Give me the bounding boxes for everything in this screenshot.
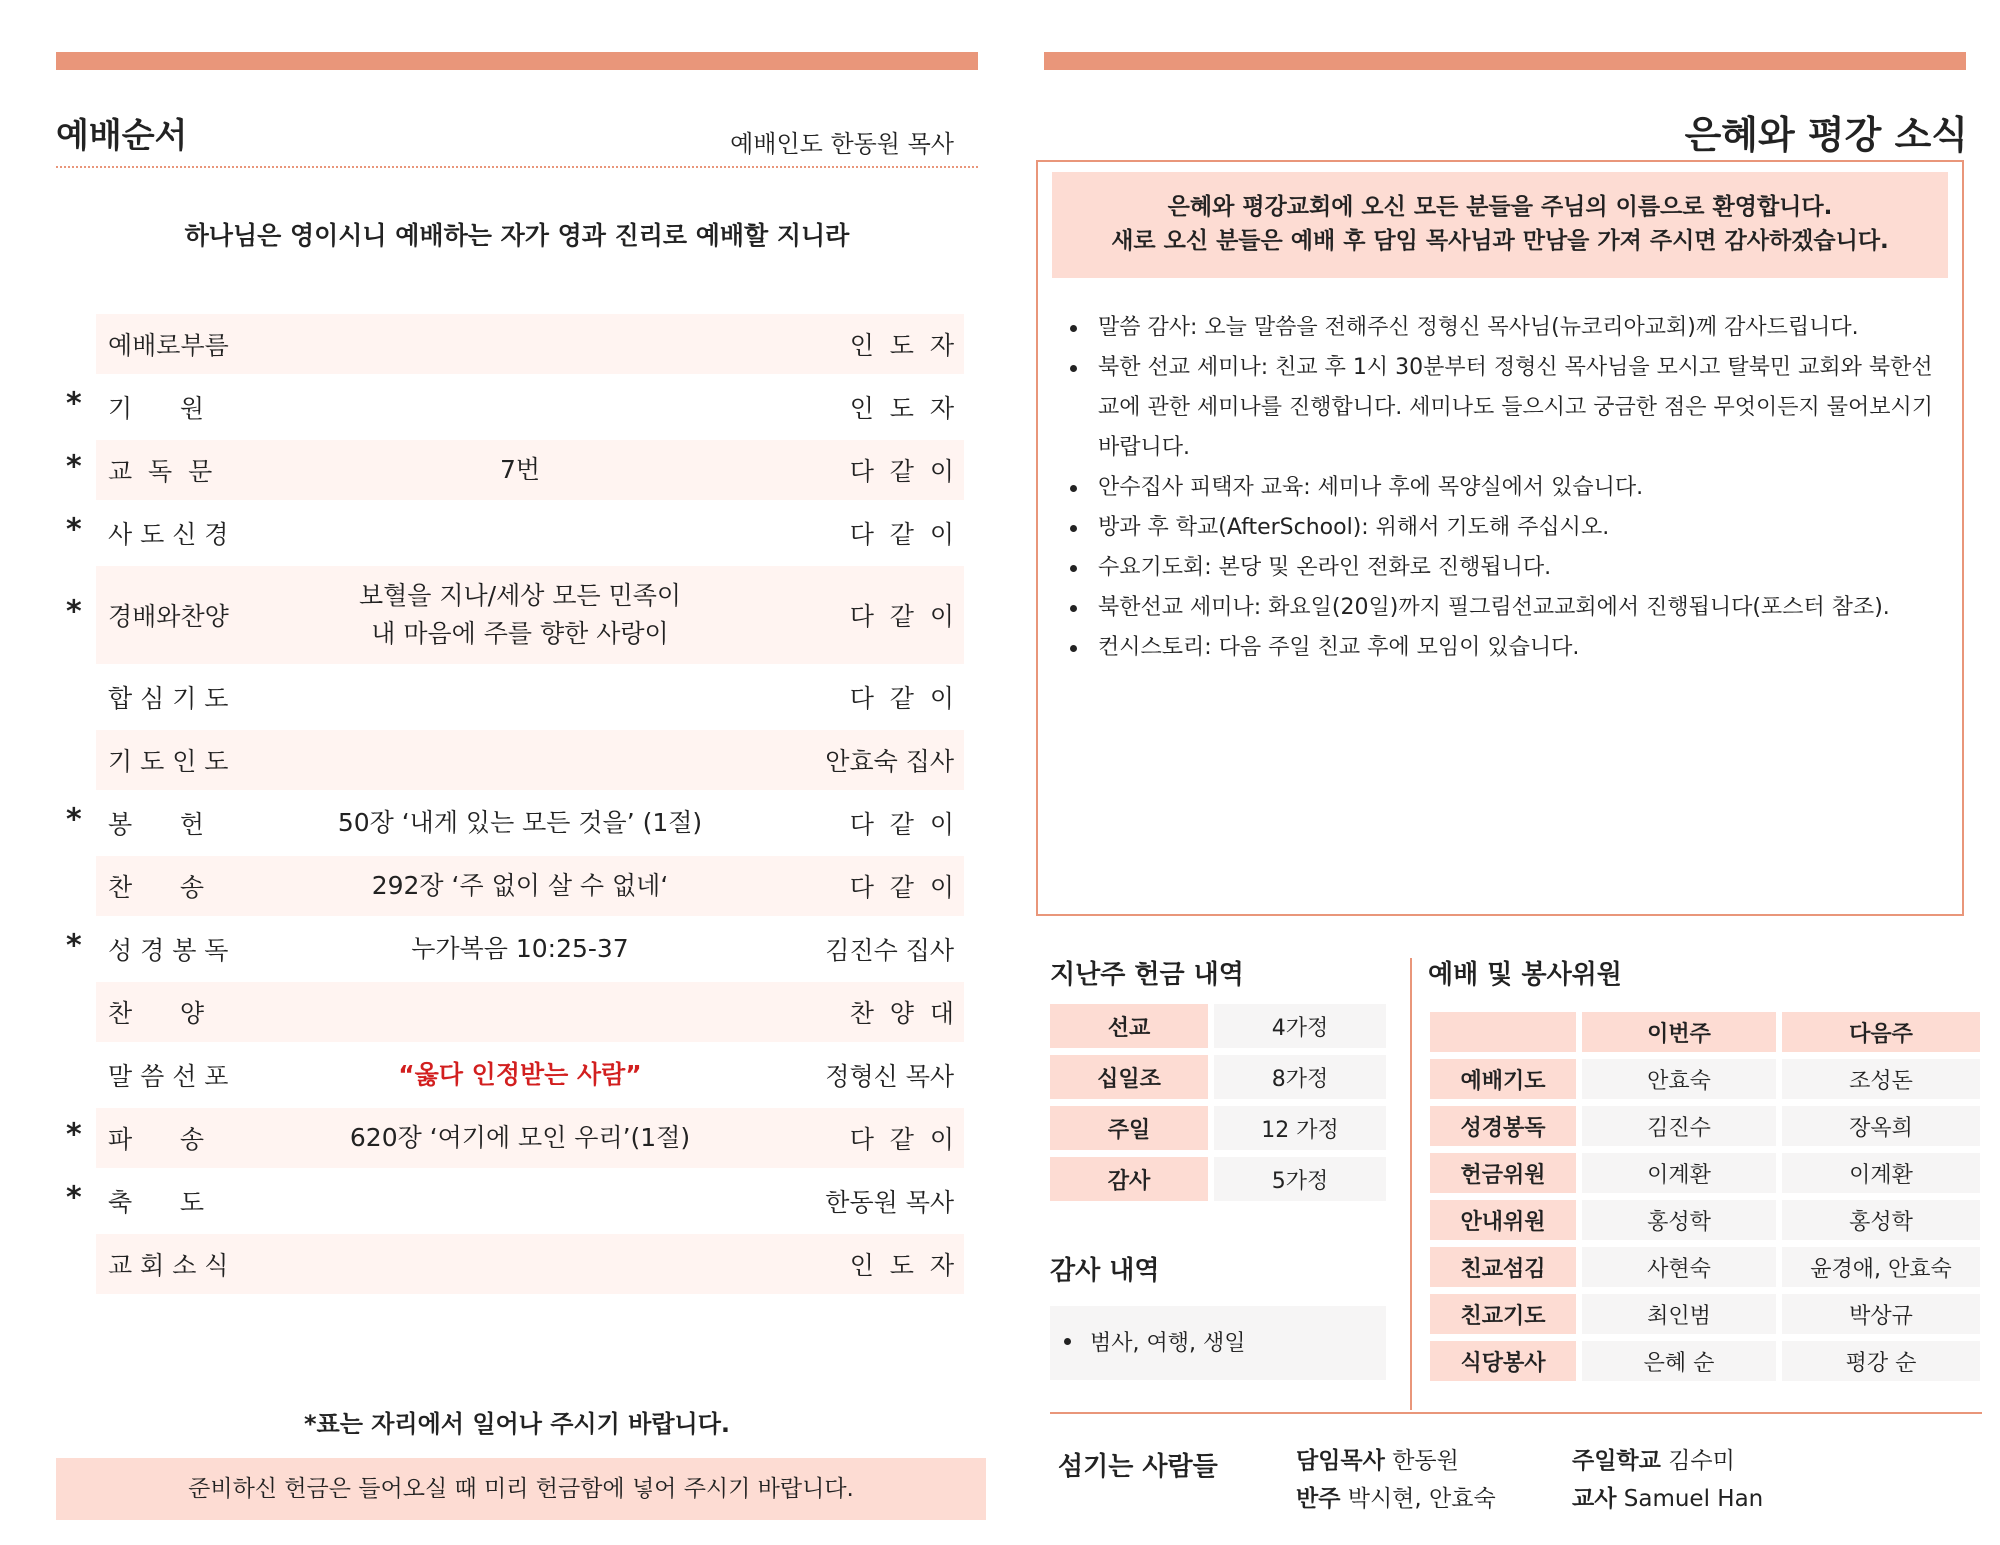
welcome-line: 은혜와 평강교회에 오신 모든 분들을 주님의 이름으로 환영합니다. xyxy=(1167,194,1833,220)
teacher xyxy=(1572,1480,1763,1513)
order-row xyxy=(66,1108,964,1168)
order-item-content xyxy=(246,867,794,905)
stand-marker: * xyxy=(66,386,82,422)
order-item-content xyxy=(246,451,794,489)
order-item-content xyxy=(246,1119,794,1157)
service-role: 친교기도 xyxy=(1430,1294,1576,1334)
worship-order-title: 예배순서 xyxy=(56,116,188,156)
offering-count: 12 가정 xyxy=(1214,1106,1386,1150)
service-person: 홍성학 xyxy=(1782,1200,1980,1240)
service-person: 이계환 xyxy=(1782,1153,1980,1193)
offering-heading: 지난주 헌금 내역 xyxy=(1050,960,1244,990)
staff-value: 김수미 xyxy=(1668,1448,1735,1474)
service-role: 헌금위원 xyxy=(1430,1153,1576,1193)
column-divider xyxy=(1410,958,1412,1410)
bullet xyxy=(1064,1338,1071,1345)
service-person: 홍성학 xyxy=(1582,1200,1776,1240)
offering-table xyxy=(1050,1004,1386,1208)
order-row xyxy=(96,856,964,916)
order-item-name: 기 원 xyxy=(108,394,204,423)
service-row xyxy=(1430,1341,1980,1381)
service-person: 장옥희 xyxy=(1782,1106,1980,1146)
news-list xyxy=(1070,308,1940,668)
offering-category: 감사 xyxy=(1050,1157,1208,1201)
order-row xyxy=(66,566,964,664)
order-row xyxy=(66,793,964,853)
stand-marker: * xyxy=(66,802,82,838)
order-item-leader: 인 도 자 xyxy=(849,1251,954,1280)
order-item-leader: 다 같 이 xyxy=(849,520,954,549)
order-row xyxy=(66,503,964,563)
worship-leader-line: 예배인도 한동원 목사 xyxy=(730,130,954,158)
content-line: 292장 ‘주 없이 살 수 없네‘ xyxy=(371,871,669,900)
order-item-name: 예배로부름 xyxy=(108,331,229,360)
staff-label: 교사 xyxy=(1572,1486,1617,1512)
order-item-name: 찬 양 xyxy=(108,999,204,1028)
service-person: 최인범 xyxy=(1582,1294,1776,1334)
service-header-row xyxy=(1430,1012,1980,1052)
order-row xyxy=(96,1234,964,1294)
order-item-leader: 다 같 이 xyxy=(849,684,954,713)
right-top-accent-bar xyxy=(1044,52,1966,70)
service-role: 식당봉사 xyxy=(1430,1341,1576,1381)
offering-category: 십일조 xyxy=(1050,1055,1208,1099)
order-item-leader: 한동원 목사 xyxy=(825,1188,954,1217)
service-row xyxy=(1430,1106,1980,1146)
offering-row xyxy=(1050,1055,1386,1099)
order-row xyxy=(66,1171,964,1231)
offering-count: 4가정 xyxy=(1214,1004,1386,1048)
service-role: 성경봉독 xyxy=(1430,1106,1576,1146)
order-item-leader: 김진수 집사 xyxy=(825,936,954,965)
service-person: 평강 순 xyxy=(1782,1341,1980,1381)
order-item-leader: 다 같 이 xyxy=(849,602,954,631)
left-top-accent-bar xyxy=(56,52,978,70)
order-item-name: 합 심 기 도 xyxy=(108,684,229,713)
staff-value: 한동원 xyxy=(1392,1448,1459,1474)
offering-category: 선교 xyxy=(1050,1004,1208,1048)
order-row xyxy=(96,314,964,374)
order-row xyxy=(96,667,964,727)
service-person: 박상규 xyxy=(1782,1294,1980,1334)
service-column-header xyxy=(1430,1012,1576,1052)
stand-marker: * xyxy=(66,1180,82,1216)
stand-marker: * xyxy=(66,928,82,964)
order-item-name: 말 씀 선 포 xyxy=(108,1062,229,1091)
staff-label: 담임목사 xyxy=(1296,1448,1385,1474)
order-item-name: 축 도 xyxy=(108,1188,204,1217)
order-item-leader: 다 같 이 xyxy=(849,873,954,902)
stand-marker: * xyxy=(66,449,82,485)
staff-value: 박시현, 안효숙 xyxy=(1347,1486,1496,1512)
order-row xyxy=(66,919,964,979)
order-item-leader: 인 도 자 xyxy=(849,331,954,360)
content-line: 50장 ‘내게 있는 모든 것을’ (1절) xyxy=(337,808,703,837)
order-item-content xyxy=(246,804,794,842)
news-item: 컨시스토리: 다음 주일 친교 후에 모임이 있습니다. xyxy=(1070,628,1940,668)
offering-row xyxy=(1050,1157,1386,1201)
offering-note: 준비하신 헌금은 들어오실 때 미리 헌금함에 넣어 주시기 바랍니다. xyxy=(56,1458,986,1520)
staff-label: 반주 xyxy=(1296,1486,1341,1512)
service-person: 사현숙 xyxy=(1582,1247,1776,1287)
stand-marker: * xyxy=(66,1117,82,1153)
welcome-banner xyxy=(1052,172,1948,278)
content-line: 내 마음에 주를 향한 사랑이 xyxy=(371,619,669,648)
thanks-item: 범사, 여행, 생일 xyxy=(1090,1331,1246,1356)
order-item-leader: 다 같 이 xyxy=(849,1125,954,1154)
service-row xyxy=(1430,1247,1980,1287)
service-row xyxy=(1430,1294,1980,1334)
order-item-leader: 인 도 자 xyxy=(849,394,954,423)
accompanist xyxy=(1296,1480,1496,1513)
stand-marker: * xyxy=(66,594,82,630)
news-item: 말씀 감사: 오늘 말씀을 전해주신 정형신 목사님(뉴코리아교회)께 감사드립니다. xyxy=(1070,308,1940,348)
sunday-school xyxy=(1572,1442,1735,1475)
order-row xyxy=(66,440,964,500)
service-row xyxy=(1430,1200,1980,1240)
content-line: 620장 ‘여기에 모인 우리’(1절) xyxy=(349,1123,691,1152)
offering-category: 주일 xyxy=(1050,1106,1208,1150)
news-item: 방과 후 학교(AfterSchool): 위해서 기도해 주십시오. xyxy=(1070,508,1940,548)
order-item-name: 경배와찬양 xyxy=(108,602,229,631)
staff-label: 주일학교 xyxy=(1572,1448,1661,1474)
offering-count: 8가정 xyxy=(1214,1055,1386,1099)
content-line: 7번 xyxy=(499,455,541,484)
news-title: 은혜와 평강 소식 xyxy=(1684,113,1968,157)
service-person: 윤경애, 안효숙 xyxy=(1782,1247,1980,1287)
news-item: 안수집사 피택자 교육: 세미나 후에 목양실에서 있습니다. xyxy=(1070,468,1940,508)
service-column-header: 이번주 xyxy=(1582,1012,1776,1052)
service-person: 조성돈 xyxy=(1782,1059,1980,1099)
order-item-name: 성 경 봉 독 xyxy=(108,936,229,965)
service-row xyxy=(1430,1059,1980,1099)
order-row xyxy=(96,730,964,790)
order-item-name: 기 도 인 도 xyxy=(108,747,229,776)
order-item-name: 사 도 신 경 xyxy=(108,520,229,549)
content-line: 보혈을 지나/세상 모든 민족이 xyxy=(358,581,682,610)
news-box xyxy=(1036,160,1964,916)
content-line: “옳다 인정받는 사람” xyxy=(398,1060,642,1089)
staff-value: Samuel Han xyxy=(1623,1486,1764,1512)
welcome-line: 새로 오신 분들은 예배 후 담임 목사님과 만남을 가져 주시면 감사하겠습니다. xyxy=(1111,228,1889,254)
service-row xyxy=(1430,1153,1980,1193)
offering-row xyxy=(1050,1004,1386,1048)
thanks-heading: 감사 내역 xyxy=(1050,1256,1160,1286)
order-item-leader: 다 같 이 xyxy=(849,457,954,486)
news-item: 수요기도회: 본당 및 온라인 전화로 진행됩니다. xyxy=(1070,548,1940,588)
stand-marker: * xyxy=(66,512,82,548)
order-item-leader: 다 같 이 xyxy=(849,810,954,839)
sermon-title xyxy=(246,1056,794,1094)
order-item-name: 찬 송 xyxy=(108,873,204,902)
content-line: 누가복음 10:25-37 xyxy=(411,934,629,963)
order-item-leader: 찬 양 대 xyxy=(849,999,954,1028)
order-row xyxy=(96,982,964,1042)
service-heading: 예배 및 봉사위원 xyxy=(1428,960,1622,990)
order-row xyxy=(96,1045,964,1105)
service-person: 은혜 순 xyxy=(1582,1341,1776,1381)
service-role: 예배기도 xyxy=(1430,1059,1576,1099)
order-item-leader: 안효숙 집사 xyxy=(825,747,954,776)
offering-count: 5가정 xyxy=(1214,1157,1386,1201)
order-item-name: 교 회 소 식 xyxy=(108,1251,229,1280)
news-item: 북한선교 세미나: 화요일(20일)까지 필그림선교교회에서 진행됩니다(포스터 참조). xyxy=(1070,588,1940,628)
staff-heading: 섬기는 사람들 xyxy=(1058,1452,1218,1482)
order-row xyxy=(66,377,964,437)
service-person: 이계환 xyxy=(1582,1153,1776,1193)
service-table xyxy=(1430,1012,1980,1388)
offering-row xyxy=(1050,1106,1386,1150)
order-item-name: 봉 헌 xyxy=(108,810,204,839)
service-person: 김진수 xyxy=(1582,1106,1776,1146)
service-role: 안내위원 xyxy=(1430,1200,1576,1240)
worship-order-list xyxy=(66,314,964,1297)
thanks-list xyxy=(1050,1306,1386,1380)
scripture-verse: 하나님은 영이시니 예배하는 자가 영과 진리로 예배할 지니라 xyxy=(184,221,850,250)
service-column-header: 다음주 xyxy=(1782,1012,1980,1052)
dotted-divider xyxy=(56,166,978,168)
order-item-leader: 정형신 목사 xyxy=(825,1062,954,1091)
order-item-content xyxy=(246,577,794,653)
order-item-name: 파 송 xyxy=(108,1125,204,1154)
stand-note: *표는 자리에서 일어나 주시기 바랍니다. xyxy=(303,1410,731,1438)
service-person: 안효숙 xyxy=(1582,1059,1776,1099)
horizontal-divider xyxy=(1050,1412,1982,1414)
order-item-name: 교 독 문 xyxy=(108,457,213,486)
service-role: 친교섬김 xyxy=(1430,1247,1576,1287)
order-item-content xyxy=(246,930,794,968)
news-item: 북한 선교 세미나: 친교 후 1시 30분부터 정형신 목사님을 모시고 탈북민 교회와 북한선교에 관한 세미나를 진행합니다. 세미나도 들으시고 궁금한 점은 무엇이든지 물어보시기 바랍니다. xyxy=(1070,348,1940,468)
senior-pastor xyxy=(1296,1442,1459,1475)
